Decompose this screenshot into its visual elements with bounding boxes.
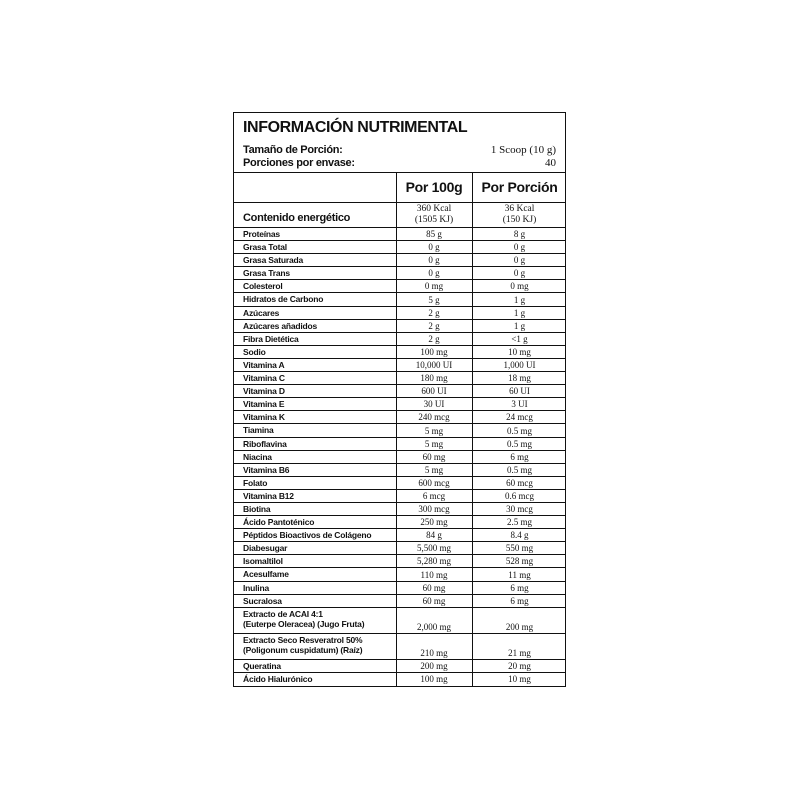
- table-row: [234, 227, 565, 240]
- value-per-100g: 2 g: [428, 307, 440, 318]
- energy-per-100g: [396, 204, 472, 226]
- table-row: [234, 292, 565, 305]
- nutrient-name: Azúcares: [243, 307, 280, 318]
- table-row: [234, 659, 565, 672]
- energy-per-serving-kcal: 36 Kcal: [504, 204, 535, 214]
- value-per-100g: 5,500 mg: [416, 543, 451, 554]
- serving-size-row: [243, 144, 556, 158]
- table-row: [234, 528, 565, 541]
- value-per-serving: 0 g: [513, 242, 526, 253]
- table-row: [234, 371, 565, 384]
- value-per-100g: 10,000 UI: [415, 360, 453, 371]
- table-row: [234, 489, 565, 502]
- nutrient-name: Azúcares añadidos: [243, 320, 318, 331]
- table-row: [234, 358, 565, 371]
- value-per-serving: 0 g: [513, 255, 526, 266]
- value-per-serving: 30 mcg: [506, 504, 533, 515]
- value-per-100g: 200 mg: [420, 660, 448, 671]
- nutrient-name: Vitamina E: [243, 399, 285, 410]
- value-per-serving: 0.5 mg: [506, 425, 532, 436]
- nutrient-name-line2: (Euterpe Oleracea) (Jugo Fruta): [243, 618, 365, 629]
- nutrient-name: Vitamina A: [243, 359, 285, 370]
- value-per-100g: 2,000 mg: [416, 621, 451, 632]
- value-per-serving: 10 mg: [508, 346, 531, 357]
- nutrient-name: Sodio: [243, 346, 266, 357]
- nutrient-name: Queratina: [243, 660, 281, 671]
- value-per-100g: 5 mg: [424, 464, 444, 475]
- value-per-serving: 18 mg: [508, 373, 531, 384]
- nutrient-name: Péptidos Bioactivos de Colágeno: [243, 530, 372, 541]
- nutrient-name: Proteínas: [243, 229, 280, 239]
- value-per-100g: 210 mg: [420, 647, 448, 658]
- value-per-serving: <1 g: [511, 333, 528, 344]
- nutrient-name: Grasa Saturada: [243, 255, 304, 266]
- panel-title: INFORMACIÓN NUTRIMENTAL: [243, 119, 468, 136]
- value-per-serving: 2.5 mg: [506, 517, 532, 528]
- value-per-serving: 200 mg: [505, 621, 534, 632]
- value-per-serving: 24 mcg: [506, 412, 533, 423]
- nutrient-name: Hidratos de Carbono: [243, 294, 324, 305]
- nutrition-facts-panel: [233, 112, 566, 687]
- value-per-100g: 240 mcg: [418, 412, 450, 423]
- nutrient-name: Niacina: [243, 451, 272, 462]
- nutrient-name: Ácido Pantoténico: [243, 517, 315, 528]
- nutrient-name: Biotina: [243, 503, 271, 514]
- table-row: [234, 541, 565, 554]
- column-header-per-serving: Por Porción: [481, 179, 558, 195]
- value-per-serving: 0.5 mg: [506, 438, 532, 449]
- nutrient-name: Diabesugar: [243, 543, 288, 554]
- nutrient-name: Inulina: [243, 582, 269, 593]
- table-row: [234, 410, 565, 423]
- value-per-serving: 6 mg: [510, 595, 529, 606]
- value-per-100g: 60 mg: [422, 451, 446, 462]
- value-per-100g: 250 mg: [420, 517, 448, 528]
- table-row: [234, 332, 565, 345]
- nutrient-name: Fibra Dietética: [243, 333, 299, 344]
- value-per-100g: 100 mg: [420, 673, 448, 684]
- table-row: [234, 476, 565, 489]
- value-per-100g: 60 mg: [422, 595, 446, 606]
- nutrient-name-line1: Extracto de ACAI 4:1: [243, 608, 323, 619]
- value-per-serving: 3 UI: [511, 399, 528, 410]
- value-per-serving: 60 UI: [509, 386, 530, 397]
- value-per-100g: 0 g: [428, 255, 440, 266]
- energy-per-100g-kj: (1505 KJ): [414, 215, 454, 225]
- table-row: [234, 384, 565, 397]
- nutrient-name: Grasa Trans: [243, 268, 290, 279]
- table-row: [234, 397, 565, 410]
- nutrient-name-line1: Extracto Seco Resveratrol 50%: [243, 634, 363, 645]
- value-per-serving: 6 mg: [510, 582, 529, 593]
- value-per-100g: 0 mg: [424, 281, 444, 292]
- table-row: [234, 672, 565, 685]
- value-per-100g: 5 mg: [424, 438, 444, 449]
- table-row: [234, 437, 565, 450]
- value-per-serving: 1,000 UI: [503, 360, 536, 371]
- table-row: [234, 463, 565, 476]
- table-row: [234, 423, 565, 436]
- table-row: [234, 319, 565, 332]
- nutrient-name: Tiamina: [243, 425, 274, 436]
- value-per-100g: 85 g: [426, 229, 442, 240]
- value-per-serving: 0 g: [513, 268, 526, 279]
- nutrient-table: [234, 227, 565, 685]
- energy-label: Contenido energético: [243, 212, 351, 224]
- value-per-serving: 21 mg: [508, 647, 531, 658]
- value-per-serving: 60 mcg: [506, 477, 533, 488]
- table-row: [234, 266, 565, 279]
- table-row: [234, 554, 565, 567]
- value-per-100g: 0 g: [428, 268, 440, 279]
- nutrient-name: [243, 609, 364, 629]
- nutrient-name: Sucralosa: [243, 595, 282, 606]
- column-header-per-100g: Por 100g: [405, 179, 463, 195]
- value-per-100g: 100 mg: [420, 346, 448, 357]
- value-per-100g: 600 mcg: [418, 477, 450, 488]
- energy-per-serving-kj: (150 KJ): [502, 215, 537, 225]
- value-per-serving: 0.6 mcg: [505, 490, 534, 501]
- table-row: [234, 279, 565, 292]
- nutrient-name: Colesterol: [243, 281, 283, 292]
- nutrient-name-line2: (Poligonum cuspidatum) (Raíz): [243, 644, 363, 655]
- value-per-serving: 11 mg: [508, 569, 531, 580]
- table-row: [234, 502, 565, 515]
- nutrient-name: [243, 635, 362, 655]
- value-per-serving: 550 mg: [505, 543, 534, 554]
- serving-size-label: Tamaño de Porción:: [243, 144, 343, 156]
- table-row: [234, 306, 565, 319]
- energy-per-100g-kcal: 360 Kcal: [416, 204, 452, 214]
- value-per-serving: 6 mg: [510, 451, 529, 462]
- value-per-serving: 8 g: [513, 229, 526, 240]
- table-row: [234, 594, 565, 607]
- nutrient-name: Isomaltilol: [243, 556, 283, 567]
- value-per-100g: 30 UI: [423, 399, 445, 410]
- nutrient-name: Folato: [243, 477, 268, 488]
- value-per-100g: 300 mcg: [418, 504, 450, 515]
- value-per-serving: 10 mg: [508, 673, 531, 684]
- value-per-100g: 6 mcg: [422, 490, 446, 501]
- energy-per-serving: [472, 204, 567, 226]
- nutrient-name: Grasa Total: [243, 242, 287, 253]
- value-per-100g: 110 mg: [420, 569, 448, 580]
- value-per-100g: 2 g: [428, 333, 440, 344]
- value-per-serving: 1 g: [513, 320, 526, 331]
- value-per-100g: 600 UI: [421, 386, 447, 397]
- serving-size-value: 1 Scoop (10 g): [490, 144, 556, 156]
- value-per-100g: 5 g: [428, 294, 440, 305]
- table-row: [234, 450, 565, 463]
- nutrient-name: Acesulfame: [243, 569, 289, 580]
- value-per-serving: 0 mg: [510, 281, 529, 292]
- nutrient-name: Vitamina D: [243, 386, 285, 397]
- value-per-serving: 528 mg: [505, 556, 534, 567]
- nutrient-name: Riboflavina: [243, 438, 287, 449]
- value-per-100g: 180 mg: [420, 373, 448, 384]
- table-row: [234, 253, 565, 266]
- nutrient-name: Vitamina B6: [243, 464, 290, 475]
- value-per-serving: 20 mg: [508, 660, 531, 671]
- nutrient-name: Vitamina B12: [243, 490, 294, 501]
- servings-per-container-row: [243, 157, 556, 171]
- nutrient-name: Ácido Hialurónico: [243, 673, 313, 684]
- table-row: [234, 607, 565, 633]
- servings-per-container-value: 40: [545, 157, 556, 169]
- nutrient-name: Vitamina K: [243, 412, 285, 423]
- table-row: [234, 633, 565, 659]
- table-row: [234, 240, 565, 253]
- value-per-100g: 84 g: [426, 530, 442, 541]
- value-per-100g: 60 mg: [422, 582, 446, 593]
- value-per-serving: 8.4 g: [510, 530, 529, 541]
- value-per-100g: 0 g: [428, 242, 440, 253]
- value-per-100g: 5,280 mg: [416, 556, 451, 567]
- value-per-serving: 1 g: [513, 307, 526, 318]
- servings-per-container-label: Porciones por envase:: [243, 157, 355, 169]
- value-per-serving: 1 g: [513, 294, 526, 305]
- table-row: [234, 581, 565, 594]
- table-row: [234, 345, 565, 358]
- value-per-serving: 0.5 mg: [506, 464, 532, 475]
- value-per-100g: 5 mg: [424, 425, 444, 436]
- table-row: [234, 515, 565, 528]
- value-per-100g: 2 g: [428, 320, 440, 331]
- nutrient-name: Vitamina C: [243, 373, 285, 384]
- table-row: [234, 567, 565, 580]
